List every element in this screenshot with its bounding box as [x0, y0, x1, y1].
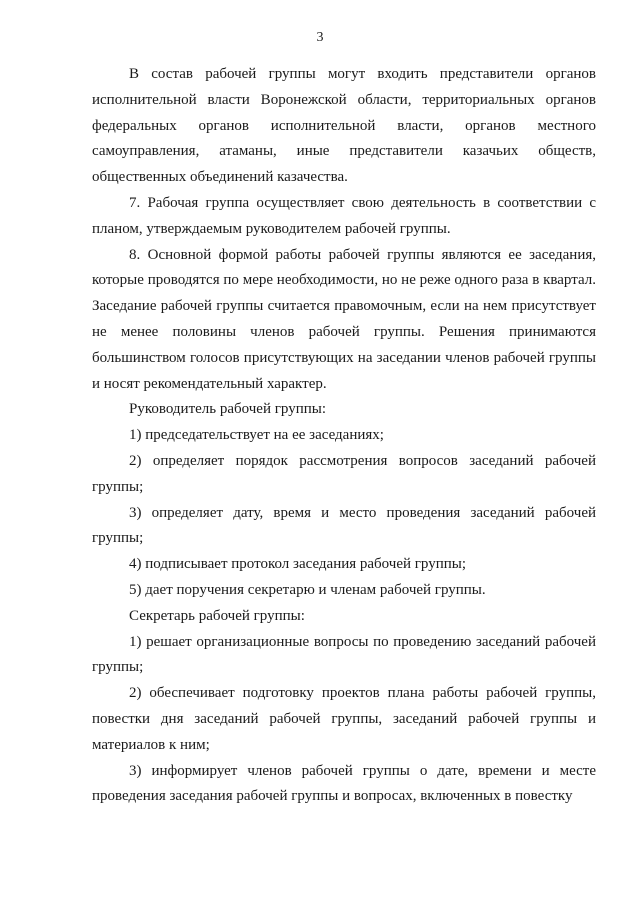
paragraph-item-8: 8. Основной формой работы рабочей группы являются ее заседания, которые проводятся по мере необходимости, но не реже одного раза в квартал. Заседание рабочей группы считается правомочным, если на нем присутствует не менее половины членов рабочей группы. Решения принимаются большинством голосов присутствующих на заседании членов рабочей группы и носят рекомендательный характер.: [92, 246, 596, 392]
paragraph-secretary-duty-3: 3) информирует членов рабочей группы о дате, времени и месте проведения заседания рабочей группы и вопросах, включенных в повестку: [92, 762, 596, 805]
paragraph-head-duty-1: 1) председательствует на ее заседаниях;: [129, 427, 384, 444]
document-body: [92, 62, 596, 810]
paragraph-composition: В состав рабочей группы могут входить представители органов исполнительной власти Воронежской области, территориальных органов федеральных органов исполнительной власти, органов местного самоуправления, атаманы, иные представители казачьих обществ, общественных объединений казачества.: [92, 66, 596, 186]
paragraph-secretary-title: Секретарь рабочей группы:: [129, 607, 305, 624]
paragraph-head-duty-3: 3) определяет дату, время и место проведения заседаний рабочей группы;: [92, 504, 596, 547]
paragraph-head-title: Руководитель рабочей группы:: [129, 401, 326, 418]
paragraph-secretary-duty-1: 1) решает организационные вопросы по проведению заседаний рабочей группы;: [92, 633, 596, 676]
page-number: 3: [316, 30, 324, 45]
paragraph-secretary-duty-2: 2) обеспечивает подготовку проектов плана работы рабочей группы, повестки дня заседаний рабочей группы, заседаний рабочей группы и материалов к ним;: [92, 685, 596, 753]
paragraph-item-7: 7. Рабочая группа осуществляет свою деятельность в соответствии с планом, утверждаемым руководителем рабочей группы.: [92, 194, 596, 237]
paragraph-head-duty-2: 2) определяет порядок рассмотрения вопросов заседаний рабочей группы;: [92, 452, 596, 495]
paragraph-head-duty-5: 5) дает поручения секретарю и членам рабочей группы.: [129, 581, 486, 598]
paragraph-head-duty-4: 4) подписывает протокол заседания рабочей группы;: [129, 556, 467, 573]
